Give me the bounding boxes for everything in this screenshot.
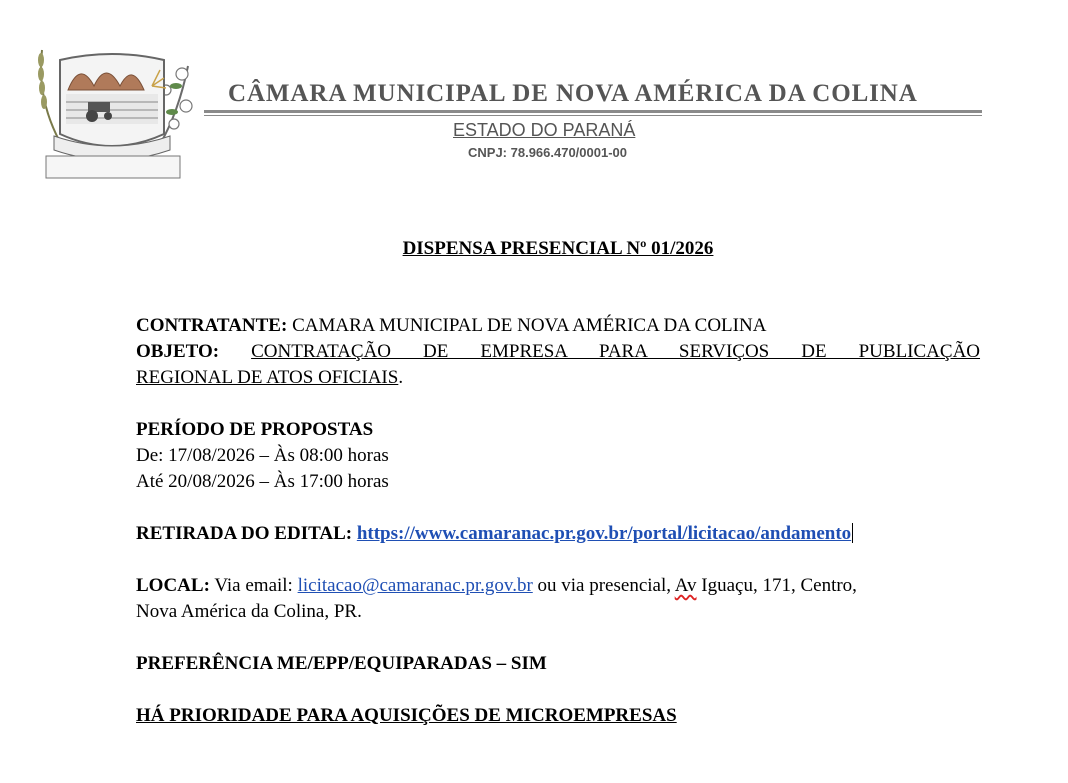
local-rest-a: ou via presencial, (532, 575, 675, 596)
cnpj-number: CNPJ: 78.966.470/0001-00 (468, 145, 628, 160)
local-rest-b: Iguaçu, 171, Centro, (696, 575, 857, 596)
text-cursor (852, 523, 853, 543)
contratante-label: CONTRATANTE: (136, 315, 288, 336)
header-divider-thick (204, 110, 982, 113)
periodo-end: Até 20/08/2026 – Às 17:00 horas (136, 471, 389, 492)
local-label: LOCAL: (136, 575, 210, 596)
objeto-label: OBJETO: (136, 341, 220, 362)
prioridade-text: HÁ PRIORIDADE PARA AQUISIÇÕES DE MICROEMPRESAS (136, 705, 677, 726)
institution-name: CÂMARA MUNICIPAL DE NOVA AMÉRICA DA COLINA (228, 80, 918, 107)
local-line (136, 573, 980, 599)
objeto-value-line1: CONTRATAÇÃO DE EMPRESA PARA SERVIÇOS DE PUBLICAÇÃO (251, 341, 981, 362)
contratante-value: CAMARA MUNICIPAL DE NOVA AMÉRICA DA COLINA (287, 315, 767, 336)
prioridade-line (136, 703, 980, 729)
header-divider-thin (204, 115, 982, 116)
retirada-label: RETIRADA DO EDITAL: (136, 523, 353, 544)
municipal-coat-of-arms (32, 46, 194, 180)
edital-link[interactable]: https://www.camaranac.pr.gov.br/portal/licitacao/andamento (356, 523, 852, 544)
email-link[interactable]: licitacao@camaranac.pr.gov.br (297, 575, 533, 596)
preferencia-line (136, 651, 980, 677)
preferencia-text: PREFERÊNCIA ME/EPP/EQUIPARADAS – SIM (136, 653, 547, 674)
coat-of-arms-emblem-icon (32, 46, 194, 180)
periodo-start: De: 17/08/2026 – Às 08:00 horas (136, 445, 389, 466)
retirada-line (136, 521, 980, 547)
objeto-line-2 (136, 365, 980, 391)
local-line-2: Nova América da Colina, PR. (136, 601, 362, 622)
spellcheck-word: Av (674, 575, 697, 596)
contratante-line (136, 313, 980, 339)
periodo-label: PERÍODO DE PROPOSTAS (136, 419, 374, 440)
objeto-line (136, 339, 980, 365)
local-via-email: Via email: (209, 575, 298, 596)
state-name: ESTADO DO PARANÁ (453, 120, 636, 140)
objeto-end: . (398, 367, 404, 388)
objeto-value-line2: REGIONAL DE ATOS OFICIAIS (136, 367, 399, 388)
document-title: DISPENSA PRESENCIAL Nº 01/2026 (402, 238, 714, 259)
periodo-heading (136, 417, 980, 443)
document-body (136, 313, 980, 729)
